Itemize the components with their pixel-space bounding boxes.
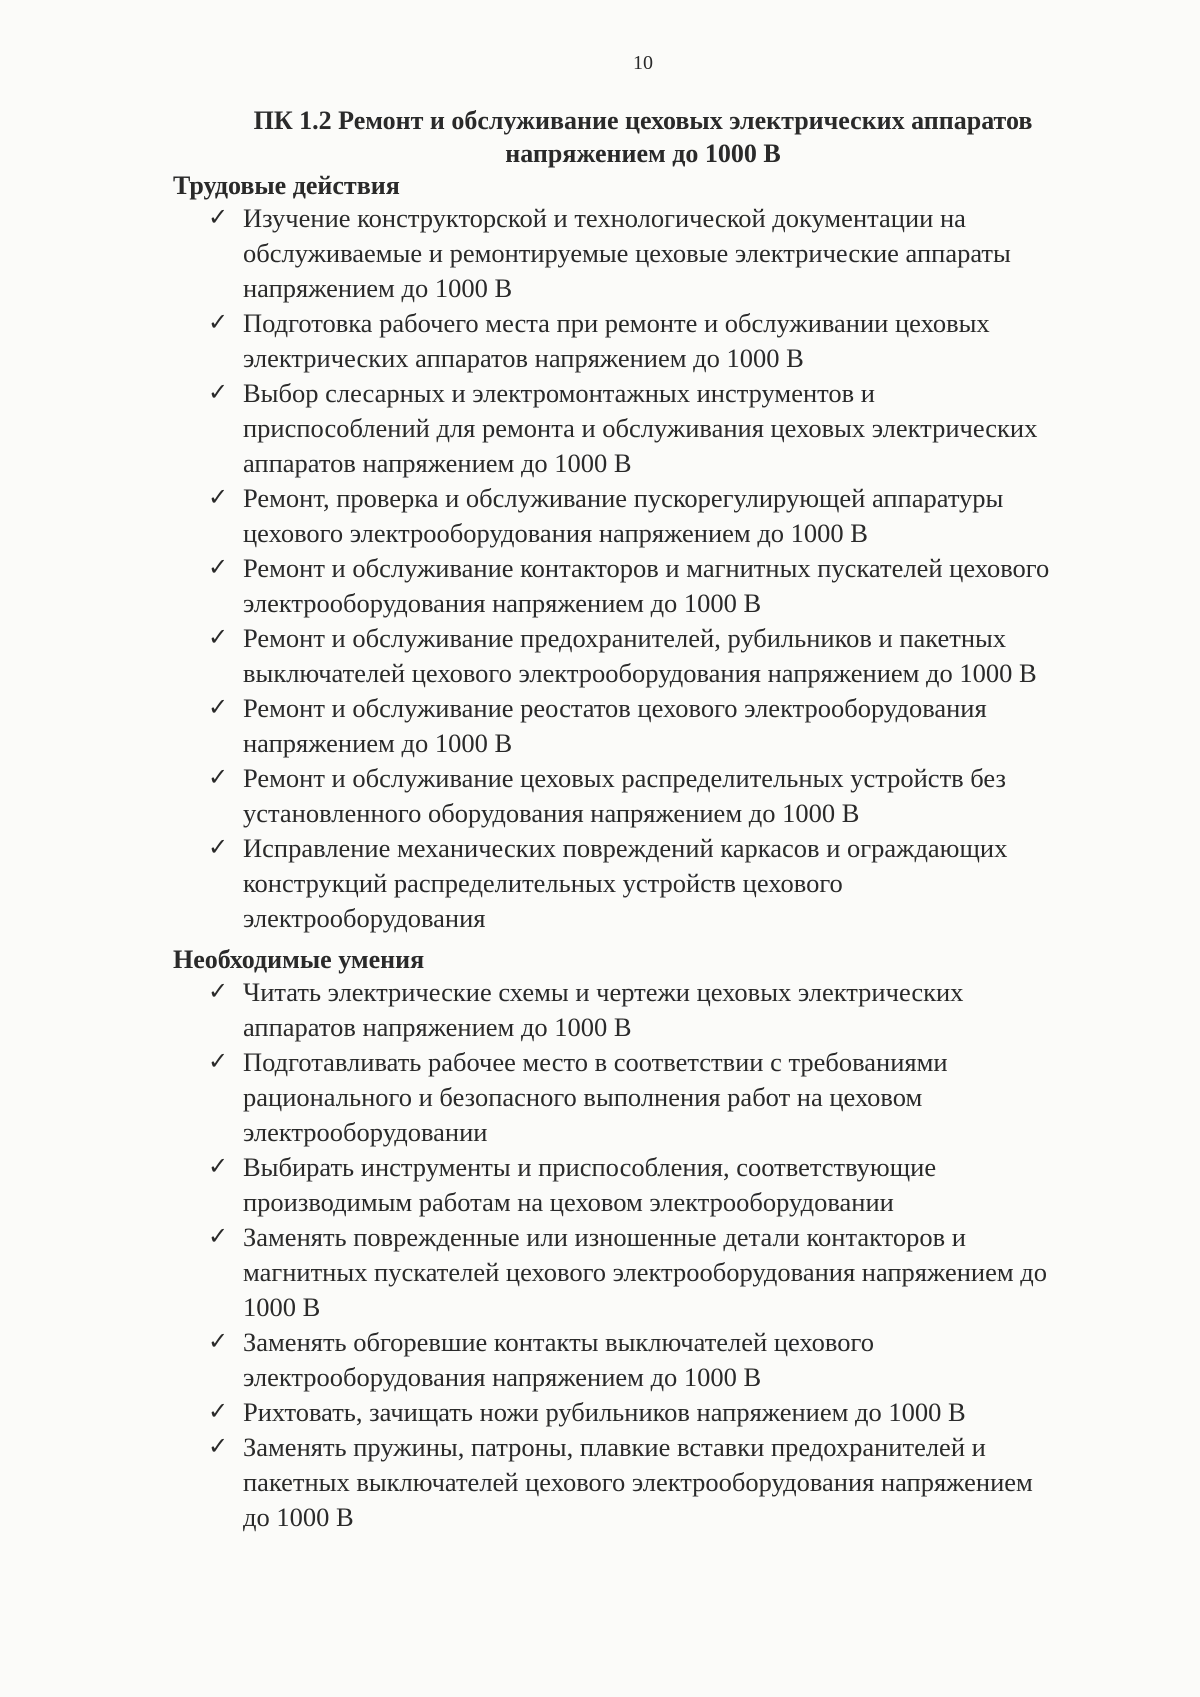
list-item-line: Ремонт и обслуживание предохранителей, рубильников и пакетных: [243, 623, 1007, 653]
list-item: [208, 831, 1049, 936]
list-item-line: Изучение конструкторской и технологической документации на: [243, 203, 966, 233]
list-item-line: производимым работам на цеховом электрооборудовании: [243, 1187, 894, 1217]
list-item: [208, 975, 1047, 1045]
checkmark-icon: ✓: [208, 695, 229, 721]
list-item: [208, 306, 1049, 376]
list-item: [208, 1150, 1047, 1220]
list-item: [208, 1045, 1047, 1150]
list-item: [208, 1395, 1047, 1430]
checkmark-icon: ✓: [208, 1399, 229, 1425]
checkmark-icon: ✓: [208, 835, 229, 861]
checkmark-icon: ✓: [208, 310, 229, 336]
list-item-line: напряжением до 1000 В: [243, 273, 513, 303]
list-item-line: Ремонт и обслуживание реостатов цехового электрооборудования: [243, 693, 987, 723]
list-item: [208, 761, 1049, 831]
title-line: ПК 1.2 Ремонт и обслуживание цеховых электрических аппаратов: [253, 106, 1033, 135]
checkmark-icon: ✓: [208, 1154, 229, 1180]
list-item-line: приспособлений для ремонта и обслуживания цеховых электрических: [243, 413, 1038, 443]
list-item: [208, 1430, 1047, 1535]
page-title: [0, 104, 1200, 170]
checkmark-icon: ✓: [208, 555, 229, 581]
list-item-line: аппаратов напряжением до 1000 В: [243, 448, 632, 478]
list-item-line: Заменять поврежденные или изношенные детали контакторов и: [243, 1222, 966, 1252]
list-item-line: магнитных пускателей цехового электрооборудования напряжением до: [243, 1257, 1047, 1287]
list-item-line: Рихтовать, зачищать ножи рубильников напряжением до 1000 В: [243, 1397, 966, 1427]
list-item: [208, 201, 1049, 306]
list-item: [208, 691, 1049, 761]
checkmark-icon: ✓: [208, 979, 229, 1005]
list-item-line: выключателей цехового электрооборудования напряжением до 1000 В: [243, 658, 1037, 688]
list-item-line: Подготовка рабочего места при ремонте и обслуживании цеховых: [243, 308, 990, 338]
list-item-line: аппаратов напряжением до 1000 В: [243, 1012, 632, 1042]
list-item-line: Ремонт и обслуживание контакторов и магнитных пускателей цехового: [243, 553, 1050, 583]
list-item: [208, 1325, 1047, 1395]
list-item-line: 1000 В: [243, 1292, 321, 1322]
list-item: [208, 551, 1049, 621]
list-item-line: пакетных выключателей цехового электрооборудования напряжением: [243, 1467, 1033, 1497]
list-item-line: Выбирать инструменты и приспособления, соответствующие: [243, 1152, 937, 1182]
page-number: 10: [633, 52, 653, 74]
checkmark-icon: ✓: [208, 1329, 229, 1355]
checkmark-icon: ✓: [208, 205, 229, 231]
list-item-line: конструкций распределительных устройств цехового: [243, 868, 843, 898]
labor-actions-list: [208, 201, 1049, 936]
list-item: [208, 376, 1049, 481]
list-item-line: Исправление механических повреждений каркасов и ограждающих: [243, 833, 1008, 863]
list-item-line: напряжением до 1000 В: [243, 728, 513, 758]
checkmark-icon: ✓: [208, 1049, 229, 1075]
list-item: [208, 481, 1049, 551]
list-item-line: установленного оборудования напряжением до 1000 В: [243, 798, 860, 828]
list-item-line: рационального и безопасного выполнения работ на цеховом: [243, 1082, 923, 1112]
list-item: [208, 621, 1049, 691]
list-item-line: Выбор слесарных и электромонтажных инструментов и: [243, 378, 875, 408]
checkmark-icon: ✓: [208, 380, 229, 406]
list-item-line: электрооборудовании: [243, 1117, 488, 1147]
checkmark-icon: ✓: [208, 765, 229, 791]
checkmark-icon: ✓: [208, 1434, 229, 1460]
list-item-line: электрооборудования напряжением до 1000 В: [243, 1362, 762, 1392]
list-item: [208, 1220, 1047, 1325]
list-item-line: Читать электрические схемы и чертежи цеховых электрических: [243, 977, 964, 1007]
list-item-line: Подготавливать рабочее место в соответствии с требованиями: [243, 1047, 948, 1077]
list-item-line: электрооборудования: [243, 903, 486, 933]
checkmark-icon: ✓: [208, 485, 229, 511]
required-skills-list: [208, 975, 1047, 1535]
section-title-labor-actions: Трудовые действия: [173, 171, 400, 200]
list-item-line: цехового электрооборудования напряжением до 1000 В: [243, 518, 868, 548]
list-item-line: Заменять обгоревшие контакты выключателей цехового: [243, 1327, 874, 1357]
section-title-required-skills: Необходимые умения: [173, 945, 425, 974]
list-item-line: электрических аппаратов напряжением до 1000 В: [243, 343, 804, 373]
list-item-line: электрооборудования напряжением до 1000 В: [243, 588, 762, 618]
list-item-line: Ремонт, проверка и обслуживание пускорегулирующей аппаратуры: [243, 483, 1004, 513]
title-line: напряжением до 1000 В: [505, 139, 781, 168]
list-item-line: Ремонт и обслуживание цеховых распределительных устройств без: [243, 763, 1006, 793]
list-item-line: Заменять пружины, патроны, плавкие вставки предохранителей и: [243, 1432, 986, 1462]
checkmark-icon: ✓: [208, 1224, 229, 1250]
list-item-line: до 1000 В: [243, 1502, 354, 1532]
list-item-line: обслуживаемые и ремонтируемые цеховые электрические аппараты: [243, 238, 1011, 268]
checkmark-icon: ✓: [208, 625, 229, 651]
